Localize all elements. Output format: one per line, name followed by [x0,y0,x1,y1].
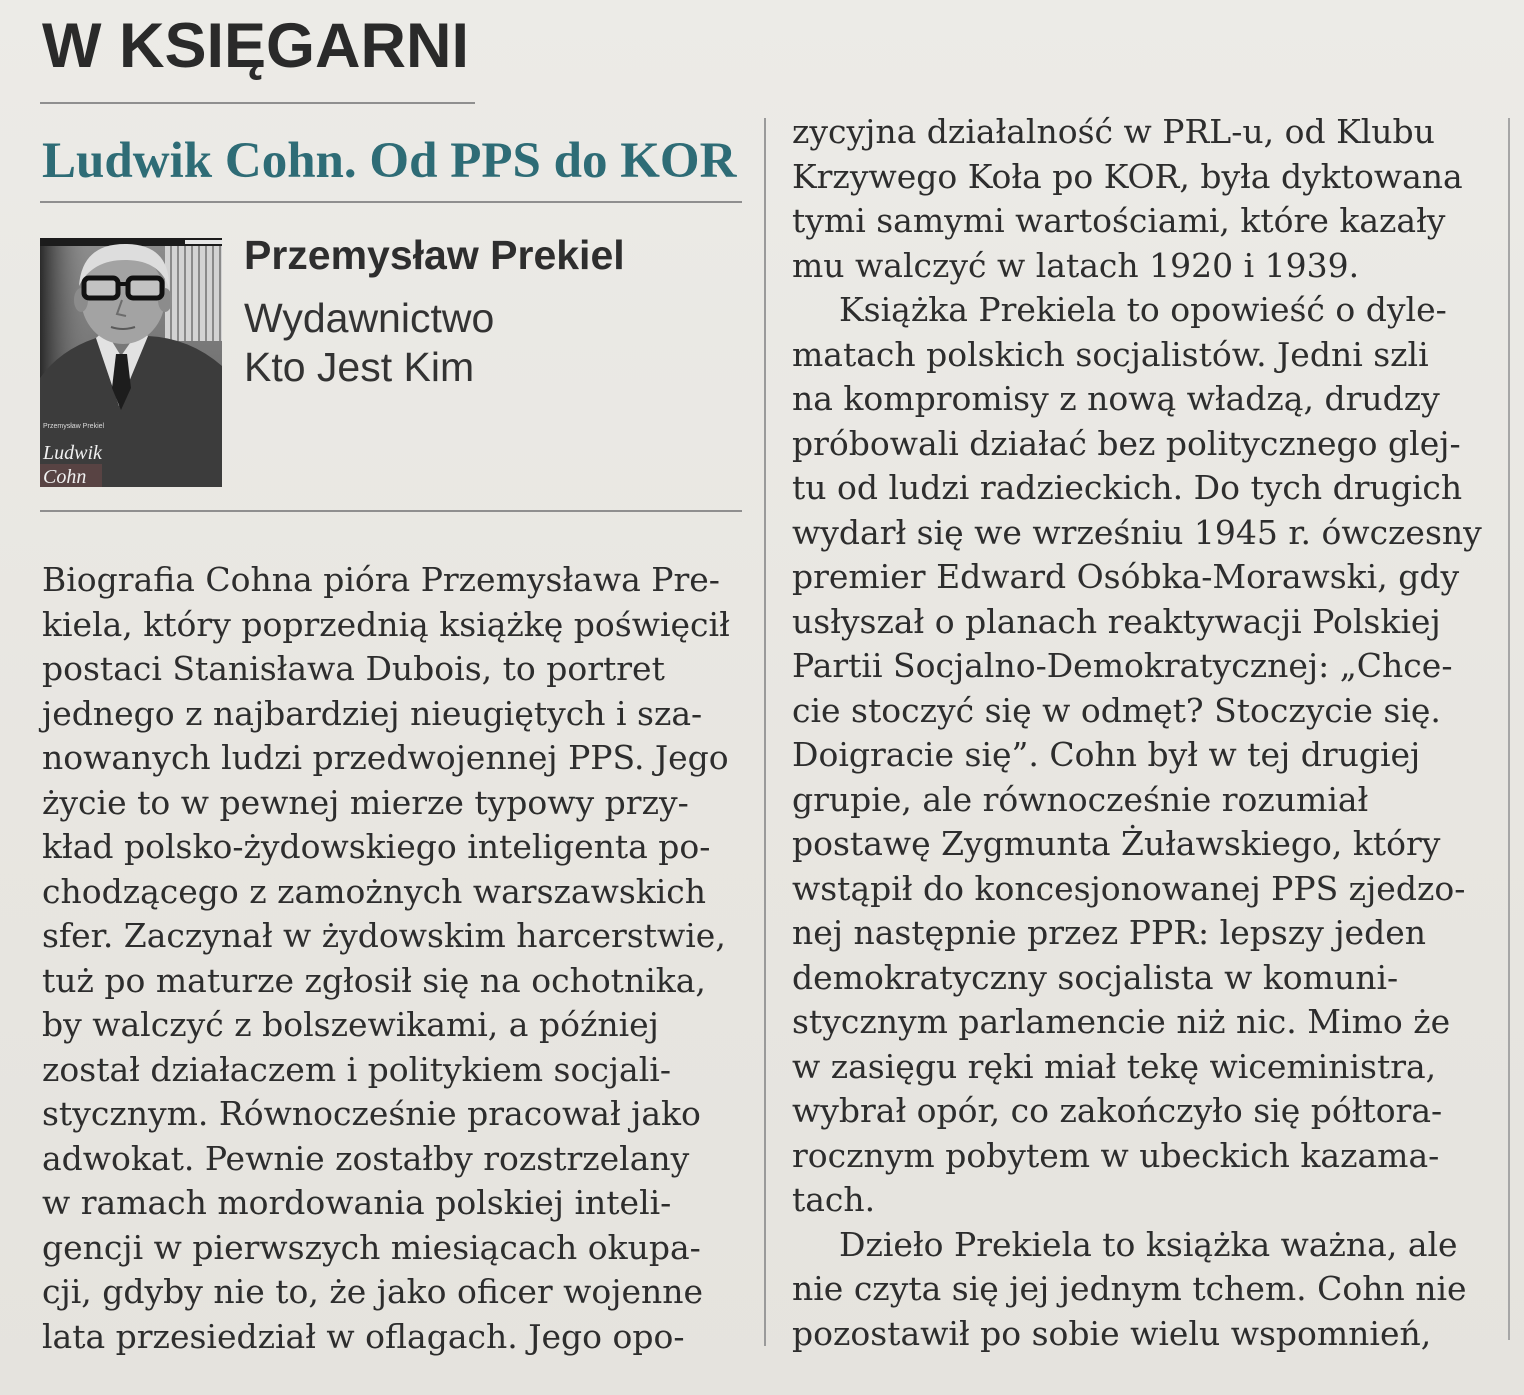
book-author: Przemysław Prekiel [244,232,625,278]
right-column-line: matach polskich socjalistów. Jedni szli [792,334,1429,374]
right-column-line: cie stoczyć się w odmęt? Stoczycie się. [792,690,1441,730]
left-column-line: stycznym. Równocześnie pracował jako [42,1094,701,1133]
cover-window-blinds [165,246,222,341]
right-column-line: nie czyta się jej jednym tchem. Cohn nie [792,1269,1467,1308]
left-column-line: w ramach mordowania polskiej inteli- [42,1183,672,1222]
right-column-line: Partii Socjalno-Demokratycznej: „Chce- [792,646,1453,685]
header-rule [40,102,475,104]
right-column-line: próbowali działać bez politycznego glej- [792,423,1461,463]
left-column-line: adwokat. Pewnie zostałby rozstrzelany [42,1138,690,1178]
left-column-line: nowanych ludzi przedwojennej PPS. Jego [42,738,729,777]
left-text-column [42,558,742,1359]
right-column-line: w zasięgu ręki miał tekę wiceministra, [792,1046,1437,1086]
right-column-line: zycyjna działalność w PRL-u, od Klubu [792,112,1435,151]
right-column-line: grupie, ale równocześnie rozumiał [792,779,1369,819]
publisher-line-1: Wydawnictwo [244,295,495,341]
left-column-line: chodzącego z zamożnych warszawskich [42,871,707,911]
right-text-column [792,110,1492,1356]
right-column-line: Doigracie się”. Cohn był w tej drugiej [792,735,1421,774]
right-column-line: wybrał opór, co zakończyło się półtora- [792,1091,1443,1130]
left-column-line: lata przesiedział w oflagach. Jego opo- [42,1316,685,1356]
right-column-line: wydarł się we wrześniu 1945 r. ówczesny [792,512,1482,552]
right-column-line: na kompromisy z nową władzą, drudzy [792,379,1440,418]
left-column-line: cji, gdyby nie to, że jako oficer wojenne [42,1272,704,1311]
left-column-line: gencji w pierwszych miesiącach okupa- [42,1227,701,1267]
book-info-rule [40,510,742,512]
section-header: W KSIĘGARNI [42,11,470,81]
left-column-line: kład polsko-żydowskiego inteligenta po- [42,827,711,866]
cover-top-highlight [185,240,222,244]
right-column-line: usłyszał o planach reaktywacji Polskiej [792,601,1441,641]
left-column-line: Biografia Cohna pióra Przemysława Pre- [42,560,720,599]
left-column-line: postaci Stanisława Dubois, to portret [42,649,665,688]
left-column-line: jednego z najbardziej nieugiętych i sza- [42,693,703,733]
right-column-line: demokratyczny socjalista w komuni- [792,957,1399,997]
left-column-line: tuż po maturze zgłosił się na ochotnika, [42,960,706,1000]
right-column-line: pozostawił po sobie wielu wspomnień, [792,1313,1432,1353]
left-column-line: życie to w pewnej mierze typowy przy- [42,782,689,822]
right-column-line: premier Edward Osóbka-Morawski, gdy [792,557,1460,596]
right-column-line: stycznym parlamencie niż nic. Mimo że [792,1002,1451,1041]
right-column-line: mu walczyć w latach 1920 i 1939. [792,245,1360,285]
column-divider [764,118,766,1346]
right-column-line: postawę Zygmunta Żuławskiego, który [792,824,1441,863]
right-column-line: tu od ludzi radzieckich. Do tych drugich [792,468,1463,507]
right-column-line: nej następnie przez PPR: lepszy jeden [792,913,1426,952]
right-edge-rule [1508,118,1510,1340]
left-column-line: kiela, który poprzednią książkę poświęcił [42,604,730,644]
right-column-line: Dzieło Prekiela to książka ważna, ale [839,1224,1458,1264]
book-cover-image [40,238,222,487]
right-column-line: Krzywego Koła po KOR, była dyktowana [792,156,1463,196]
right-column-line: rocznym pobytem w ubeckich kazama- [792,1135,1440,1175]
article-title: Ludwik Cohn. Od PPS do KOR [42,133,737,189]
right-column-line: Książka Prekiela to opowieść o dyle- [839,290,1447,329]
left-column-line: sfer. Zaczynał w żydowskim harcerstwie, [42,916,726,955]
right-column-line: wstąpił do koncesjonowanej PPS zjedzo- [792,868,1466,908]
title-rule [40,201,742,203]
publisher-line-2: Kto Jest Kim [244,344,475,390]
right-column-line: tymi samymi wartościami, które kazały [792,201,1446,240]
cover-title-line-2: Cohn [43,466,87,487]
right-column-line: tach. [792,1180,876,1219]
left-column-line: by walczyć z bolszewikami, a później [42,1005,659,1044]
cover-author-text: Przemysław Prekiel [43,423,105,430]
cover-title-line-1: Ludwik [43,442,102,464]
left-column-line: został działaczem i politykiem socjali- [42,1049,671,1089]
